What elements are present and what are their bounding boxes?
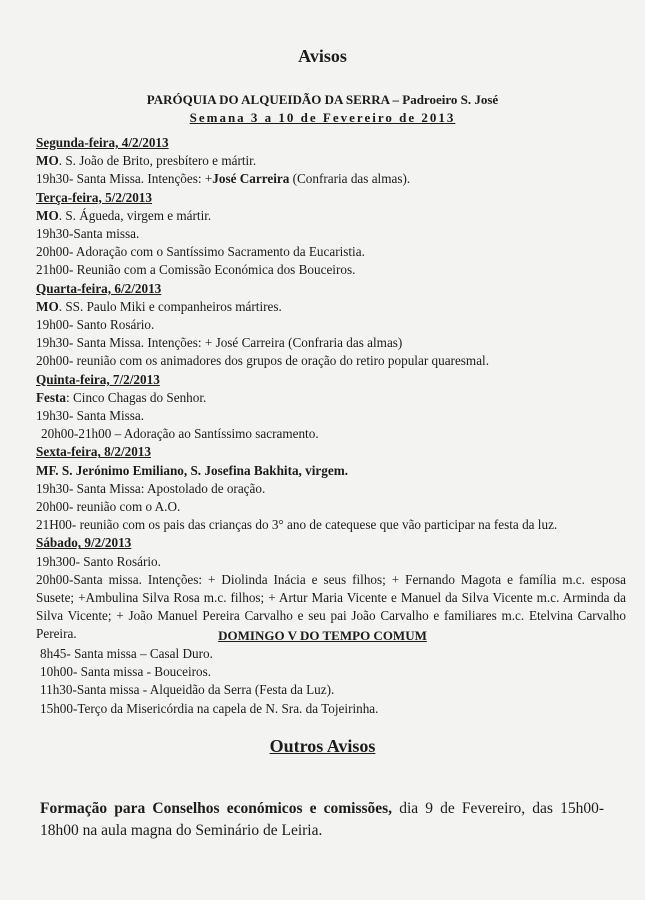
day-heading: Segunda-feira, 4/2/2013 <box>36 135 169 150</box>
sunday-line: 10h00- Santa missa - Bouceiros. <box>40 664 212 680</box>
line-text: 20h00- reunião com os animadores dos grupos de oração do retiro popular quaresmal. <box>36 353 490 369</box>
schedule-line <box>36 480 626 498</box>
schedule-line <box>36 170 626 188</box>
day-heading: Sexta-feira, 8/2/2013 <box>36 444 151 460</box>
line-label: MO <box>36 153 59 169</box>
formation-notice <box>40 798 604 842</box>
schedule-line <box>36 298 626 316</box>
schedule-line <box>36 243 626 261</box>
sunday-line: 11h30-Santa missa - Alqueidão da Serra (Festa da Luz). <box>40 682 335 698</box>
line-label: MF. S. Jerónimo Emiliano, S. Josefina Bakhita, virgem. <box>36 462 348 478</box>
line-text: : Cinco Chagas do Senhor. <box>66 389 207 405</box>
page-title: Avisos <box>298 46 347 66</box>
line-text: 20h00-Santa missa. Intenções: + Diolinda Inácia e seus filhos; + Fernando Magota e família m.c. esposa Susete; +Ambulina Silva Rosa m.c. filhos; + Artur Maria Vicente e Manuel da Silva Vicente m.c. Arminda da Silva Vicente; + João Manuel Pereira Carvalho e seu pai João Carvalho e familiares m.c. Etelvina Carvalho Pereira. <box>36 571 626 642</box>
sunday-heading: DOMINGO V DO TEMPO COMUM <box>218 628 427 643</box>
parish-heading: PARÓQUIA DO ALQUEIDÃO DA SERRA – Padroeiro S. José <box>146 92 499 107</box>
line-text: 21H00- reunião com os pais das crianças do 3° ano de catequese que vão participar na festa da luz. <box>36 517 558 533</box>
line-text: 19h00- Santo Rosário. <box>36 317 155 333</box>
day-heading: Terça-feira, 5/2/2013 <box>36 189 152 205</box>
line-text: 21h00- Reunião com a Comissão Económica dos Bouceiros. <box>36 262 356 278</box>
line-text: . S. João de Brito, presbítero e mártir. <box>58 153 257 169</box>
day-heading: Quarta-feira, 6/2/2013 <box>36 280 162 296</box>
line-text: 19h30- Santa Missa. Intenções: + <box>36 171 213 187</box>
weekly-schedule <box>36 134 626 644</box>
sunday-schedule <box>40 645 600 718</box>
line-text: 19h30-Santa missa. <box>36 226 140 242</box>
line-text: 19h30- Santa Missa: Apostolado de oração. <box>36 480 266 496</box>
line-text: . SS. Paulo Miki e companheiros mártires. <box>58 298 282 314</box>
schedule-line <box>36 425 626 443</box>
schedule-line <box>36 407 626 425</box>
schedule-line <box>36 516 626 534</box>
schedule-line <box>36 553 626 571</box>
schedule-line <box>36 334 626 352</box>
line-text: 20h00- reunião com o A.O. <box>36 499 181 515</box>
line-text: . S. Águeda, virgem e mártir. <box>58 207 212 223</box>
schedule-line <box>36 462 626 480</box>
line-text: 19h300- Santo Rosário. <box>36 553 161 569</box>
line-text: 20h00- Adoração com o Santíssimo Sacramento da Eucaristia. <box>36 244 365 260</box>
line-label: MO <box>36 207 59 223</box>
formation-title: Formação para Conselhos económicos e comissões, <box>40 800 393 817</box>
sunday-line: 8h45- Santa missa – Casal Duro. <box>40 646 213 661</box>
schedule-line <box>36 152 626 170</box>
line-label: Festa <box>36 389 67 405</box>
schedule-line <box>36 316 626 334</box>
sunday-line: 15h00-Terço da Misericórdia na capela de N. Sra. da Tojeirinha. <box>40 700 379 716</box>
schedule-line <box>36 207 626 225</box>
line-emphasis: José Carreira <box>212 171 290 187</box>
line-tail: (Confraria das almas). <box>289 171 411 187</box>
schedule-line <box>36 352 626 370</box>
schedule-line <box>36 225 626 243</box>
line-label: MO <box>36 298 59 314</box>
line-text: 19h30- Santa Missa. <box>36 408 145 424</box>
formation-text: dia 9 de Fevereiro, das 15h00-18h00 na aula magna do Seminário de Leiria. <box>40 800 604 839</box>
schedule-line <box>36 389 626 407</box>
other-notices-title: Outros Avisos <box>269 736 376 756</box>
line-text: 19h30- Santa Missa. Intenções: + José Carreira (Confraria das almas) <box>36 335 403 351</box>
line-text: 20h00-21h00 – Adoração ao Santíssimo sacramento. <box>41 426 319 442</box>
day-heading: Quinta-feira, 7/2/2013 <box>36 371 160 387</box>
day-heading: Sábado, 9/2/2013 <box>36 535 132 551</box>
schedule-line <box>36 498 626 516</box>
week-heading: Semana 3 a 10 de Fevereiro de 2013 <box>189 110 456 125</box>
schedule-line <box>36 261 626 279</box>
